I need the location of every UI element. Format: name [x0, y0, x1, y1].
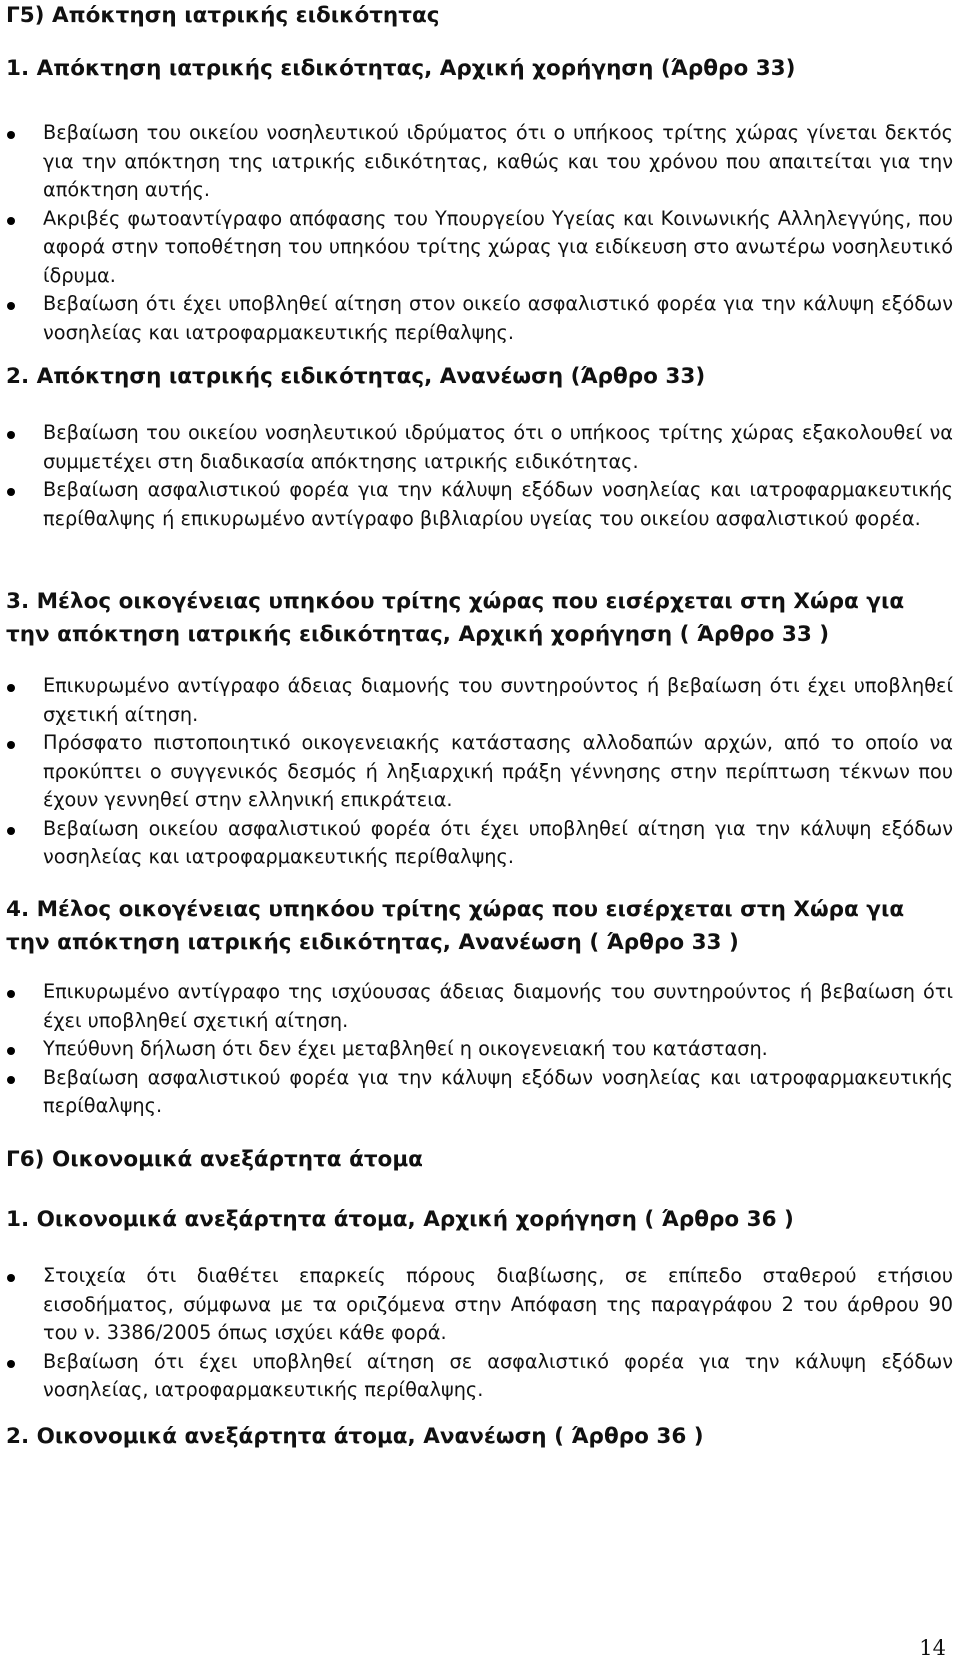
bullet-icon: [7, 1047, 15, 1055]
bullet-icon: [7, 741, 15, 749]
list-item: Βεβαίωση οικείου ασφαλιστικού φορέα ότι έχει υποβληθεί αίτηση για την κάλυψη εξόδων νοσηλείας και ιατροφαρμακευτικής περίθαλψης.: [0, 815, 953, 872]
list-item: Βεβαίωση ασφαλιστικού φορέα για την κάλυψη εξόδων νοσηλείας και ιατροφαρμακευτικής περίθαλψης.: [0, 1064, 953, 1121]
subsection-heading-g5-1: 1. Απόκτηση ιατρικής ειδικότητας, Αρχική χορήγηση (Άρθρο 33): [6, 56, 796, 81]
subsection-heading-g5-3: 3. Μέλος οικογένειας υπηκόου τρίτης χώρας που εισέρχεται στη Χώρα για την απόκτηση ιατρικής ειδικότητας, Αρχική χορήγηση ( Άρθρο 33 ): [6, 589, 905, 647]
list-item: Βεβαίωση ότι έχει υποβληθεί αίτηση στον οικείο ασφαλιστικό φορέα για την κάλυψη εξόδων νοσηλείας και ιατροφαρμακευτικής περίθαλψης.: [0, 290, 953, 347]
bullet-icon: [7, 217, 15, 225]
bullet-icon: [7, 302, 15, 310]
bullet-icon: [7, 488, 15, 496]
bullet-list-g5-2: [0, 419, 953, 533]
bullet-icon: [7, 1360, 15, 1368]
list-item: Βεβαίωση του οικείου νοσηλευτικού ιδρύματος ότι ο υπήκοος τρίτης χώρας γίνεται δεκτός για την απόκτηση της ιατρικής ειδικότητας, καθώς και του χρόνου που απαιτείται για την απόκτηση αυτής.: [0, 119, 953, 205]
bullet-icon: [7, 1274, 15, 1282]
list-item: Πρόσφατο πιστοποιητικό οικογενειακής κατάστασης αλλοδαπών αρχών, από το οποίο να προκύπτει ο συγγενικός δεσμός ή ληξιαρχική πράξη γέννησης στην περίπτωση τέκνων που έχουν γεννηθεί στην ελληνική επικράτεια.: [0, 729, 953, 815]
bullet-list-g5-3: [0, 672, 953, 872]
list-item: Στοιχεία ότι διαθέτει επαρκείς πόρους διαβίωσης, σε επίπεδο σταθερού ετήσιου εισοδήματος, σύμφωνα με τα οριζόμενα στην Απόφαση της παραγράφου 2 του άρθρου 90 του ν. 3386/2005 όπως ισχύει κάθε φορά.: [0, 1262, 953, 1348]
bullet-icon: [7, 431, 15, 439]
subsection-heading-g6-2: 2. Οικονομικά ανεξάρτητα άτομα, Ανανέωση ( Άρθρο 36 ): [6, 1424, 704, 1449]
bullet-icon: [7, 827, 15, 835]
bullet-icon: [7, 131, 15, 139]
bullet-icon: [7, 1076, 15, 1084]
bullet-list-g6-1: [0, 1262, 953, 1405]
list-item: Βεβαίωση του οικείου νοσηλευτικού ιδρύματος ότι ο υπήκοος τρίτης χώρας εξακολουθεί να συμμετέχει στη διαδικασία απόκτησης ιατρικής ειδικότητας.: [0, 419, 953, 476]
subsection-heading-g6-1: 1. Οικονομικά ανεξάρτητα άτομα, Αρχική χορήγηση ( Άρθρο 36 ): [6, 1207, 794, 1232]
page-number: 14: [919, 1636, 946, 1660]
bullet-icon: [7, 990, 15, 998]
list-item: Υπεύθυνη δήλωση ότι δεν έχει μεταβληθεί η οικογενειακή του κατάσταση.: [0, 1035, 953, 1064]
bullet-list-g5-4: [0, 978, 953, 1121]
list-item: Επικυρωμένο αντίγραφο της ισχύουσας άδειας διαμονής του συντηρούντος ή βεβαίωση ότι έχει υποβληθεί σχετική αίτηση.: [0, 978, 953, 1035]
list-item: Επικυρωμένο αντίγραφο άδειας διαμονής του συντηρούντος ή βεβαίωση ότι έχει υποβληθεί σχετική αίτηση.: [0, 672, 953, 729]
subsection-heading-g5-4: 4. Μέλος οικογένειας υπηκόου τρίτης χώρας που εισέρχεται στη Χώρα για την απόκτηση ιατρικής ειδικότητας, Ανανέωση ( Άρθρο 33 ): [6, 897, 905, 955]
list-item: Βεβαίωση ασφαλιστικού φορέα για την κάλυψη εξόδων νοσηλείας και ιατροφαρμακευτικής περίθαλψης ή επικυρωμένο αντίγραφο βιβλιαρίου υγείας του οικείου ασφαλιστικού φορέα.: [0, 476, 953, 533]
list-item: Ακριβές φωτοαντίγραφο απόφασης του Υπουργείου Υγείας και Κοινωνικής Αλληλεγγύης, που αφορά στην τοποθέτηση του υπηκόου τρίτης χώρας για ειδίκευση στο ανωτέρω νοσηλευτικό ίδρυμα.: [0, 205, 953, 291]
bullet-icon: [7, 684, 15, 692]
list-item: Βεβαίωση ότι έχει υποβληθεί αίτηση σε ασφαλιστικό φορέα για την κάλυψη εξόδων νοσηλείας, ιατροφαρμακευτικής περίθαλψης.: [0, 1348, 953, 1405]
bullet-list-g5-1: [0, 119, 953, 347]
section-heading-g6: Γ6) Οικονομικά ανεξάρτητα άτομα: [6, 1147, 423, 1172]
subsection-heading-g5-2: 2. Απόκτηση ιατρικής ειδικότητας, Ανανέωση (Άρθρο 33): [6, 364, 706, 389]
section-heading-g5: Γ5) Απόκτηση ιατρικής ειδικότητας: [6, 3, 440, 28]
